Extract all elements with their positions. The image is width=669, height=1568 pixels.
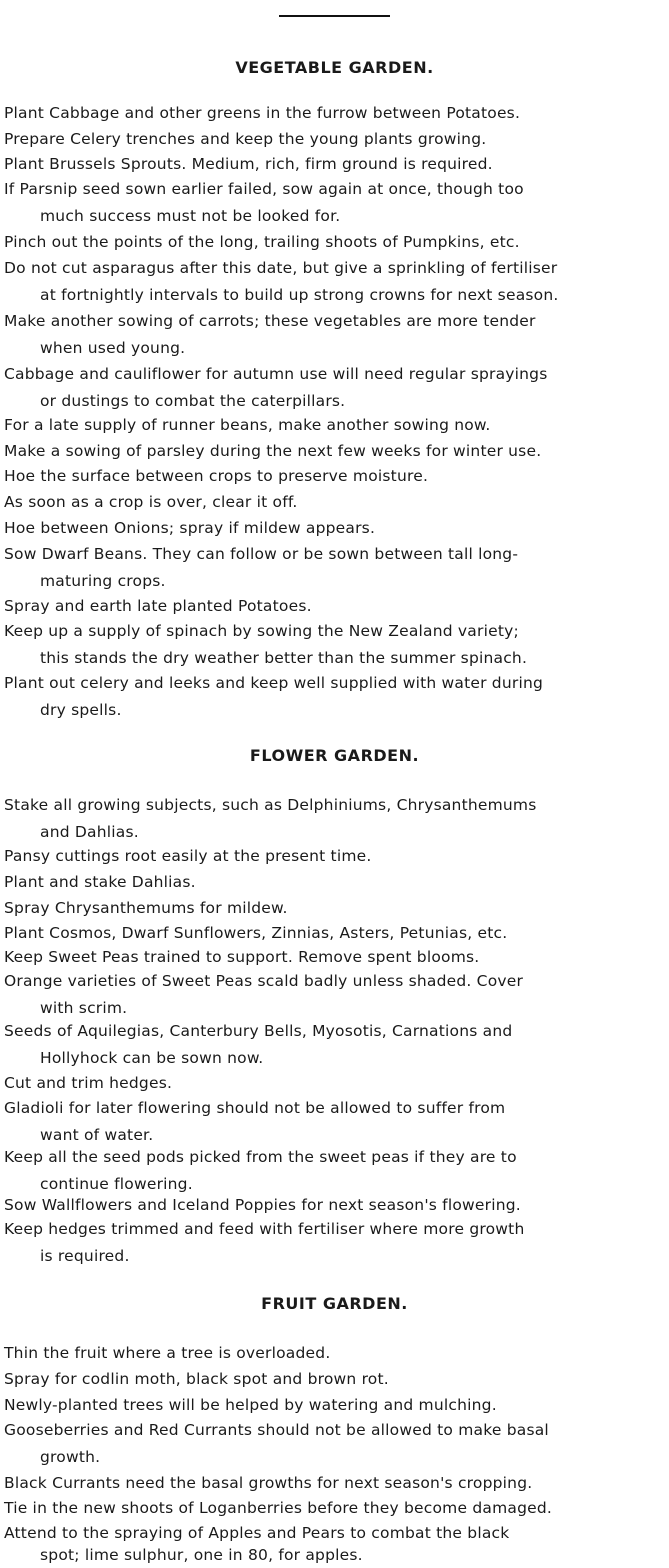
list-item: Hoe between Onions; spray if mildew appears. [4,519,376,537]
list-item: Cut and trim hedges. [4,1074,173,1092]
list-item: Black Currants need the basal growths for next season's cropping. [4,1474,533,1492]
list-item: Gladioli for later flowering should not be allowed to suffer from want of water. [4,1099,506,1144]
section-heading-flower: FLOWER GARDEN. [249,746,420,765]
list-item: Keep Sweet Peas trained to support. Remove spent blooms. [4,948,480,966]
list-item: Plant out celery and leeks and keep well supplied with water during dry spells. [4,674,544,719]
list-item: Pinch out the points of the long, trailing shoots of Pumpkins, etc. [4,233,520,251]
list-item: If Parsnip seed sown earlier failed, sow again at once, though too much success must not be looked for. [4,180,524,225]
list-item: Tie in the new shoots of Loganberries before they become damaged. [4,1499,553,1517]
list-item: Newly-planted trees will be helped by watering and mulching. [4,1396,497,1414]
list-item: Sow Wallflowers and Iceland Poppies for next season's flowering. [4,1196,521,1214]
list-item: Spray Chrysanthemums for mildew. [4,899,288,917]
list-item: Sow Dwarf Beans. They can follow or be sown between tall long- maturing crops. [4,545,519,590]
list-item: Make another sowing of carrots; these vegetables are more tender when used young. [4,312,536,357]
list-item: Prepare Celery trenches and keep the young plants growing. [4,130,487,148]
list-item: Plant Cabbage and other greens in the furrow between Potatoes. [4,104,521,122]
list-item: Spray and earth late planted Potatoes. [4,597,312,615]
list-item: Keep all the seed pods picked from the sweet peas if they are to continue flowering. [4,1148,517,1193]
section-heading-fruit: FRUIT GARDEN. [261,1294,408,1313]
list-item: Seeds of Aquilegias, Canterbury Bells, Myosotis, Carnations and Hollyhock can be sown now. [4,1022,513,1067]
list-item: For a late supply of runner beans, make another sowing now. [4,416,491,434]
list-item: Hoe the surface between crops to preserve moisture. [4,467,429,485]
list-item: Do not cut asparagus after this date, but give a sprinkling of fertiliser at fortnightly intervals to build up strong crowns for next season. [4,259,559,304]
list-item: Stake all growing subjects, such as Delphiniums, Chrysanthemums and Dahlias. [4,796,537,841]
list-item: Keep hedges trimmed and feed with fertiliser where more growth is required. [4,1220,525,1265]
list-item: Cabbage and cauliflower for autumn use will need regular sprayings or dustings to combat the caterpillars. [4,365,548,410]
list-item: Plant and stake Dahlias. [4,873,196,891]
list-item: Keep up a supply of spinach by sowing the New Zealand variety; this stands the dry weather better than the summer spinach. [4,622,528,667]
section-heading-vegetable: VEGETABLE GARDEN. [235,58,434,77]
list-item: Attend to the spraying of Apples and Pears to combat the black spot; lime sulphur, one in 80, for apples. [4,1524,510,1564]
list-item: As soon as a crop is over, clear it off. [4,493,298,511]
top-rule [279,15,390,17]
list-item: Plant Brussels Sprouts. Medium, rich, firm ground is required. [4,155,493,173]
list-item: Spray for codlin moth, black spot and brown rot. [4,1370,389,1388]
list-item: Gooseberries and Red Currants should not be allowed to make basal growth. [4,1421,549,1466]
list-item: Make a sowing of parsley during the next few weeks for winter use. [4,442,542,460]
list-item: Plant Cosmos, Dwarf Sunflowers, Zinnias, Asters, Petunias, etc. [4,924,508,942]
list-item: Thin the fruit where a tree is overloaded. [4,1344,331,1362]
list-item: Pansy cuttings root easily at the present time. [4,847,372,865]
list-item: Orange varieties of Sweet Peas scald badly unless shaded. Cover with scrim. [4,972,524,1017]
